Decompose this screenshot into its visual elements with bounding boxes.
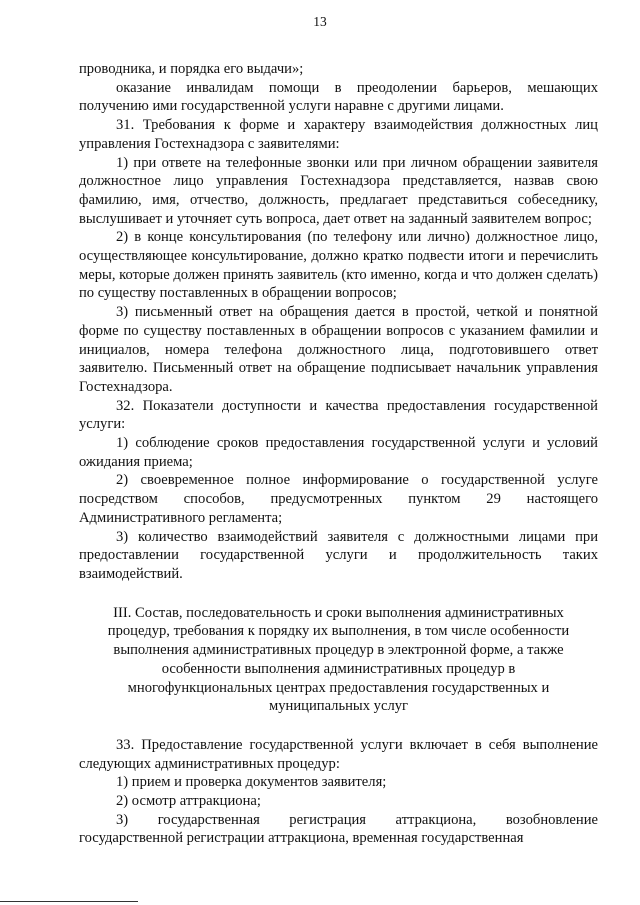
paragraph: оказание инвалидам помощи в преодолении барьеров, мешающих получению ими государственной услуги наравне с другими лицами. — [79, 79, 598, 115]
paragraph: 3) количество взаимодействий заявителя с должностными лицами при предоставлении государственной услуги и продолжительность таких взаимодействий. — [79, 528, 598, 582]
paragraph: 32. Показатели доступности и качества предоставления государственной услуги: — [79, 397, 598, 433]
footer-divider — [0, 901, 138, 902]
page-number: 13 — [313, 14, 327, 29]
paragraph: проводника, и порядка его выдачи»; — [79, 61, 304, 77]
paragraph: 1) соблюдение сроков предоставления государственной услуги и условий ожидания приема; — [79, 435, 598, 470]
paragraph: 1) прием и проверка документов заявителя; — [116, 774, 387, 791]
paragraph: 2) в конце консультирования (по телефону или лично) должностное лицо, осуществляющее консультирование, должно кратко подвести итоги и перечислить меры, которые должен принять заявитель (кто именно, когда и что должен сделать) по существу поставленных в обращении вопросов; — [79, 229, 598, 302]
paragraph: 3) государственная регистрация аттракциона, возобновление государственной регистрации аттракциона, временная государственная — [79, 811, 598, 847]
paragraph: 2) своевременное полное информирование о государственной услуге посредством способов, предусмотренных пунктом 29 настоящего Административного регламента; — [79, 472, 598, 526]
section-heading: III. Состав, последовательность и сроки выполнения административных процедур, требования к порядку их выполнения, в том числе особенности выполнения административных процедур в электронной форме, а также особенности выполнения административных процедур в многофункциональных центрах предоставления государственных и муниципальных услуг — [107, 604, 570, 715]
paragraph: 33. Предоставление государственной услуги включает в себя выполнение следующих административных процедур: — [79, 736, 598, 772]
document-body — [79, 60, 598, 848]
paragraph: 31. Требования к форме и характеру взаимодействия должностных лиц управления Гостехнадзора с заявителями: — [79, 117, 598, 152]
paragraph: 3) письменный ответ на обращения дается в простой, четкой и понятной форме по существу поставленных в обращении вопросов с указанием фамилии и инициалов, номера телефона должностного лица, подготовившего ответ заявителю. Письменный ответ на обращение подписывает начальник управления Гостехнадзора. — [79, 304, 598, 395]
paragraph: 1) при ответе на телефонные звонки или при личном обращении заявителя должностное лицо управления Гостехнадзора представляется, назвав свою фамилию, имя, отчество, должность, предлагает представиться собеседнику, выслушивает и уточняет суть вопроса, дает ответ на заданный заявителем вопрос; — [79, 154, 598, 227]
paragraph: 2) осмотр аттракциона; — [116, 793, 261, 810]
